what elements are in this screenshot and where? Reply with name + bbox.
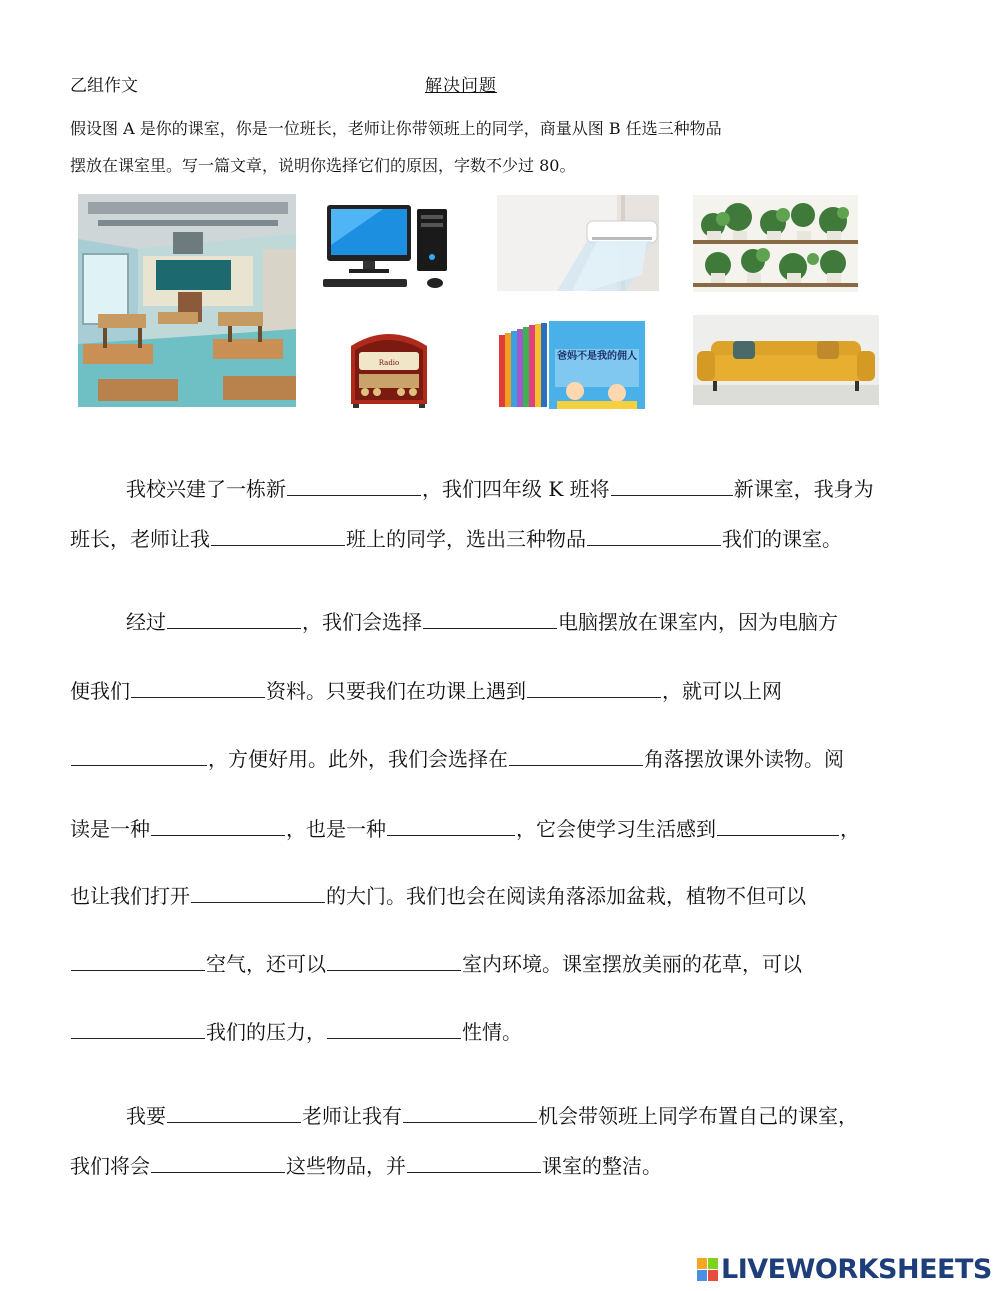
p1-line-1 — [70, 473, 874, 504]
plants-image — [693, 195, 858, 292]
p2-l1-text-a: 经过 — [126, 610, 166, 634]
blank-9[interactable] — [71, 743, 207, 766]
p2-line-3 — [70, 743, 844, 774]
blank-2[interactable] — [611, 473, 733, 496]
blank-19[interactable] — [167, 1100, 301, 1123]
p1-l1-text-b: ，我们四年级 K 班将 — [422, 477, 610, 501]
p2-l2-text-c: ，就可以上网 — [662, 679, 782, 703]
blank-22[interactable] — [407, 1150, 541, 1173]
p3-line-2 — [70, 1150, 662, 1181]
p2-line-6 — [70, 948, 802, 979]
blank-12[interactable] — [387, 813, 515, 836]
p2-l4-text-a: 读是一种 — [70, 817, 150, 841]
computer-image — [323, 205, 449, 290]
blank-15[interactable] — [71, 948, 205, 971]
p2-l2-text-a: 便我们 — [70, 679, 130, 703]
p2-l6-text-a: 空气，还可以 — [206, 952, 326, 976]
blank-5[interactable] — [167, 606, 301, 629]
blank-10[interactable] — [509, 743, 643, 766]
blank-18[interactable] — [327, 1016, 461, 1039]
blank-13[interactable] — [717, 813, 839, 836]
p1-l2-text-a: 班长，老师让我 — [70, 527, 210, 551]
p2-line-2 — [70, 675, 782, 706]
prompt-line-2: 摆放在课室里。写一篇文章，说明你选择它们的原因，字数不少过 80。 — [70, 156, 576, 175]
p3-l2-text-c: 课室的整洁。 — [542, 1154, 662, 1178]
p2-line-7 — [70, 1016, 522, 1047]
p2-l3-text-b: 角落摆放课外读物。阅 — [644, 747, 844, 771]
blank-7[interactable] — [131, 675, 265, 698]
p2-line-5 — [70, 880, 806, 911]
p2-l4-text-c: ，它会使学习生活感到 — [516, 817, 716, 841]
blank-4[interactable] — [587, 523, 721, 546]
p2-l7-text-b: 性情。 — [462, 1020, 522, 1044]
p2-l7-text-a: 我们的压力， — [206, 1020, 326, 1044]
books-image — [497, 321, 647, 410]
p2-line-4 — [70, 813, 860, 844]
sofa-image — [693, 315, 879, 405]
p3-l1-text-c: 机会带领班上同学布置自己的课室， — [538, 1104, 858, 1128]
classroom-image — [78, 194, 296, 407]
blank-11[interactable] — [151, 813, 285, 836]
blank-8[interactable] — [527, 675, 661, 698]
blank-16[interactable] — [327, 948, 461, 971]
blank-3[interactable] — [211, 523, 345, 546]
logo-text: LIVEWORKSHEETS — [721, 1254, 992, 1285]
p1-l2-text-c: 我们的课室。 — [722, 527, 842, 551]
p1-l2-text-b: 班上的同学，选出三种物品 — [346, 527, 586, 551]
p2-l2-text-b: 资料。只要我们在功课上遇到 — [266, 679, 526, 703]
blank-14[interactable] — [191, 880, 325, 903]
p2-l1-text-b: ，我们会选择 — [302, 610, 422, 634]
p3-line-1 — [70, 1100, 858, 1131]
p2-l4-text-d: ， — [840, 817, 860, 841]
p3-l2-text-b: 这些物品，并 — [286, 1154, 406, 1178]
logo-mark-icon — [697, 1258, 719, 1282]
prompt-line-1: 假设图 A 是你的课室，你是一位班长，老师让你带领班上的同学，商量从图 B 任选三种物品 — [70, 119, 722, 138]
p2-l3-text-a: ，方便好用。此外，我们会选择在 — [208, 747, 508, 771]
blank-17[interactable] — [71, 1016, 205, 1039]
blank-20[interactable] — [403, 1100, 537, 1123]
p2-l4-text-b: ，也是一种 — [286, 817, 386, 841]
group-label: 乙组作文 — [70, 76, 138, 96]
p2-line-1 — [70, 606, 838, 637]
p2-l5-text-b: 的大门。我们也会在阅读角落添加盆栽，植物不但可以 — [326, 884, 806, 908]
p3-l2-text-a: 我们将会 — [70, 1154, 150, 1178]
book-cover-title: 爸妈不是我的佣人 — [557, 351, 637, 362]
svg-text:Radio: Radio — [378, 359, 400, 367]
p1-line-2 — [70, 523, 842, 554]
blank-1[interactable] — [287, 473, 421, 496]
air-conditioner-image — [497, 195, 659, 291]
p1-l1-text-a: 我校兴建了一栋新 — [126, 477, 286, 501]
p1-l1-text-c: 新课室，我身为 — [733, 477, 874, 501]
blank-21[interactable] — [151, 1150, 285, 1173]
radio-image — [345, 326, 433, 410]
blank-6[interactable] — [423, 606, 557, 629]
p2-l5-text-a: 也让我们打开 — [70, 884, 190, 908]
page-title: 解决问题 — [425, 76, 497, 96]
p3-l1-text-b: 老师让我有 — [302, 1104, 402, 1128]
p3-l1-text-a: 我要 — [126, 1104, 166, 1128]
p2-l6-text-b: 室内环境。课室摆放美丽的花草，可以 — [462, 952, 802, 976]
p2-l1-text-c: 电脑摆放在课室内，因为电脑方 — [558, 610, 838, 634]
